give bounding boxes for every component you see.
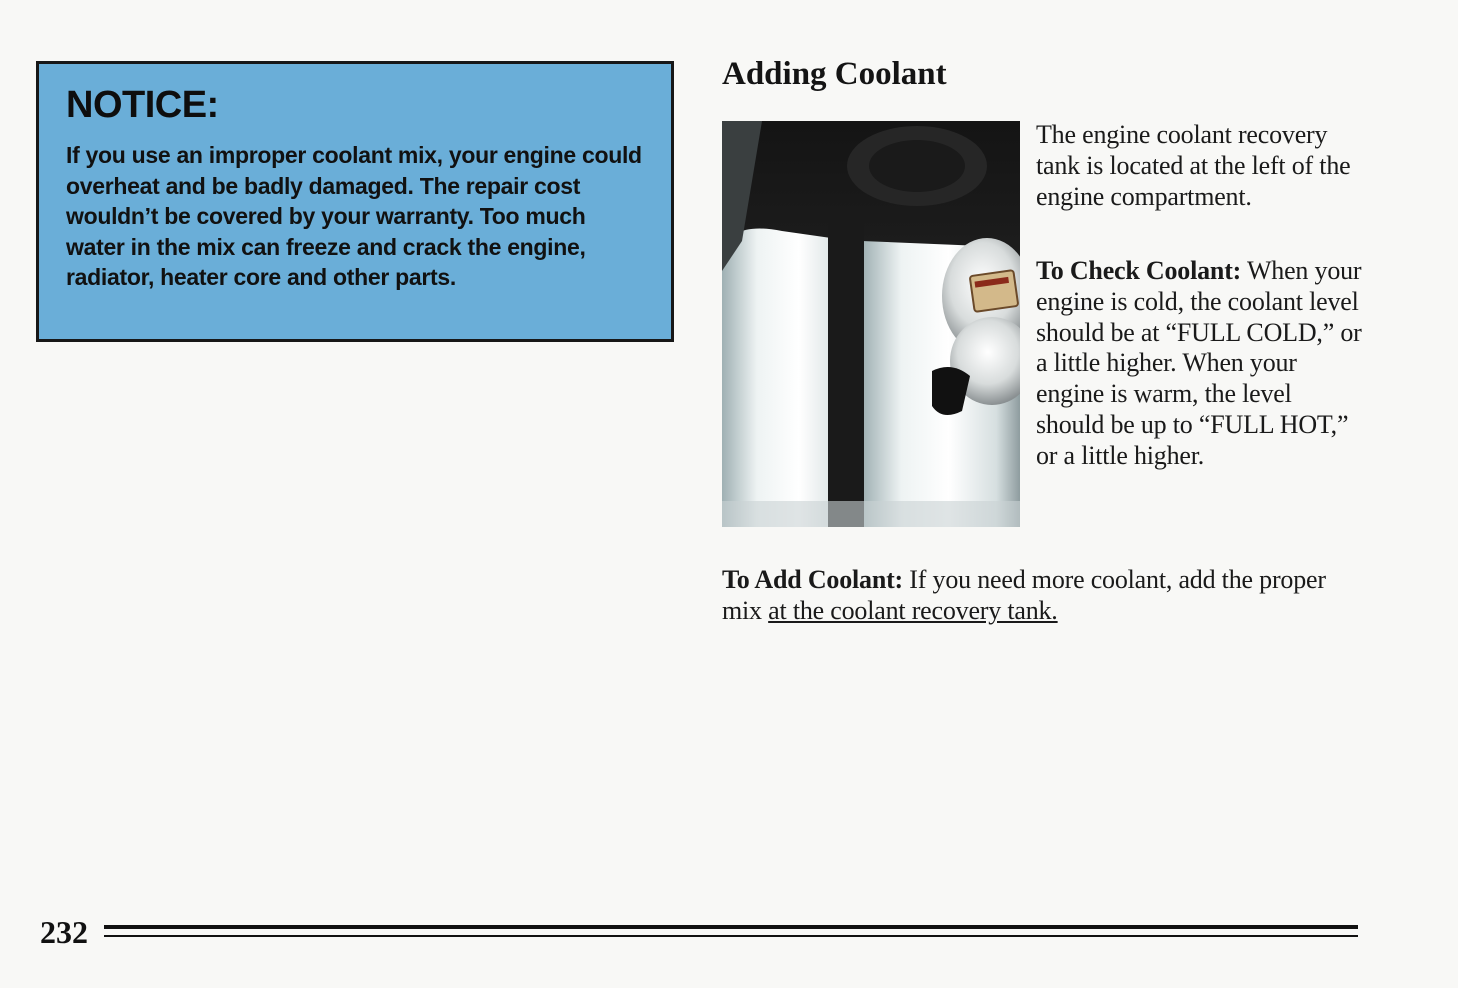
check-coolant-paragraph [1036, 256, 1366, 472]
add-coolant-underlined-text: at the coolant recovery tank. [768, 596, 1058, 625]
check-coolant-label: To Check Coolant: [1036, 256, 1242, 285]
check-coolant-text: When your engine is cold, the coolant level should be at “FULL COLD,” or a little higher. When your engine is warm, the level should be up to “FULL HOT,” or a little higher. [1036, 256, 1362, 470]
notice-body: If you use an improper coolant mix, your engine could overheat and be badly damaged. The repair cost wouldn’t be covered by your warranty. Too much water in the mix can freeze and crack the engine, radiator, heater core and other parts. [66, 142, 642, 291]
footer-rule-thick [104, 925, 1358, 929]
notice-title: NOTICE: [66, 84, 219, 126]
add-coolant-paragraph [722, 564, 1362, 626]
coolant-tank-photo [722, 121, 1020, 527]
section-heading: Adding Coolant [722, 56, 947, 92]
add-coolant-text: If you need more coolant, add the proper mix [722, 565, 1326, 625]
page-number: 232 [40, 914, 88, 950]
coolant-tank-illustration [722, 121, 1020, 527]
notice-box [36, 61, 674, 342]
intro-paragraph: The engine coolant recovery tank is located at the left of the engine compartment. [1036, 120, 1351, 211]
add-coolant-label: To Add Coolant: [722, 565, 903, 594]
footer-rule-thin [104, 935, 1358, 937]
